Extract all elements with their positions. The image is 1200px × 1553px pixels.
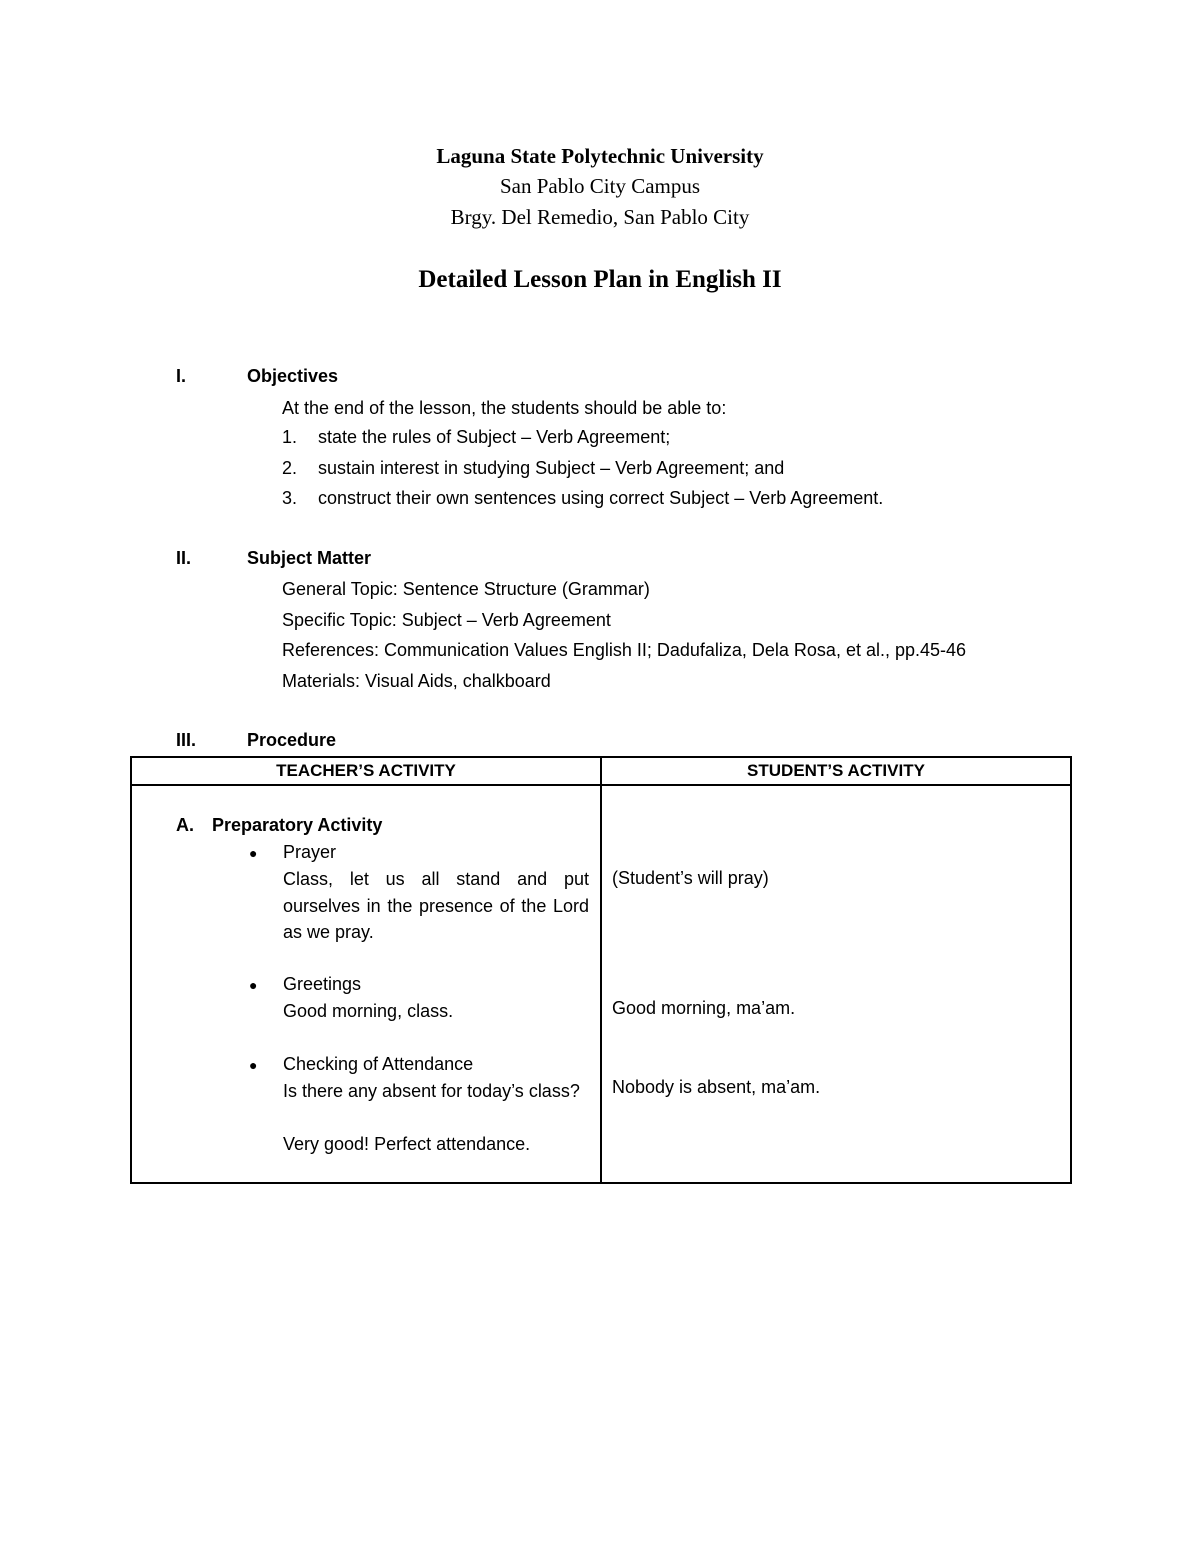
table-header-row	[131, 757, 1071, 785]
table-row	[131, 785, 1071, 1183]
column-header-student: STUDENT’S ACTIVITY	[601, 757, 1071, 785]
attendance-teacher-followup: Very good! Perfect attendance.	[283, 1134, 531, 1154]
section-title: Subject Matter	[247, 548, 372, 568]
document-title: Detailed Lesson Plan in English II	[418, 266, 782, 293]
activity-section-title: Preparatory Activity	[212, 815, 383, 835]
greetings-student-response: Good morning, ma’am.	[612, 998, 796, 1018]
section-title: Objectives	[247, 366, 339, 386]
general-topic: General Topic: Sentence Structure (Grammar)	[282, 579, 650, 599]
procedure-table	[130, 756, 1072, 1184]
prayer-heading: Prayer	[283, 842, 337, 862]
bullet-icon: ●	[249, 977, 258, 993]
attendance-teacher-text: Is there any absent for today’s class?	[283, 1081, 580, 1101]
campus-name: San Pablo City Campus	[499, 174, 701, 198]
activity-section-letter: A.	[176, 815, 194, 835]
student-activity-cell	[601, 785, 1071, 1183]
greetings-heading: Greetings	[283, 974, 362, 994]
prayer-teacher-text: Class, let us all stand and put ourselves in the presence of the Lord as we pray.	[283, 869, 589, 942]
objective-number: 3.	[282, 488, 298, 508]
attendance-student-response: Nobody is absent, ma’am.	[612, 1077, 821, 1097]
objective-text: construct their own sentences using correct Subject – Verb Agreement.	[318, 488, 884, 508]
bullet-icon: ●	[249, 845, 258, 861]
objective-text: sustain interest in studying Subject – Verb Agreement; and	[318, 458, 785, 478]
references: References: Communication Values English II; Dadufaliza, Dela Rosa, et al., pp.45-46	[282, 640, 967, 660]
column-header-teacher: TEACHER’S ACTIVITY	[131, 757, 601, 785]
section-number: I.	[176, 366, 187, 386]
document-header	[0, 141, 1200, 233]
section-number: III.	[176, 730, 197, 750]
teacher-activity-cell	[131, 785, 601, 1183]
objectives-intro: At the end of the lesson, the students should be able to:	[282, 398, 727, 418]
greetings-teacher-text: Good morning, class.	[283, 1001, 454, 1021]
campus-address: Brgy. Del Remedio, San Pablo City	[450, 205, 750, 229]
objective-text: state the rules of Subject – Verb Agreement;	[318, 427, 671, 447]
specific-topic: Specific Topic: Subject – Verb Agreement	[282, 610, 611, 630]
objective-number: 1.	[282, 427, 298, 447]
objective-number: 2.	[282, 458, 298, 478]
prayer-student-response: (Student’s will pray)	[612, 868, 769, 888]
materials: Materials: Visual Aids, chalkboard	[282, 671, 551, 691]
section-number: II.	[176, 548, 192, 568]
attendance-heading: Checking of Attendance	[283, 1054, 474, 1074]
section-title: Procedure	[247, 730, 337, 750]
bullet-icon: ●	[249, 1057, 258, 1073]
university-name: Laguna State Polytechnic University	[436, 144, 764, 168]
